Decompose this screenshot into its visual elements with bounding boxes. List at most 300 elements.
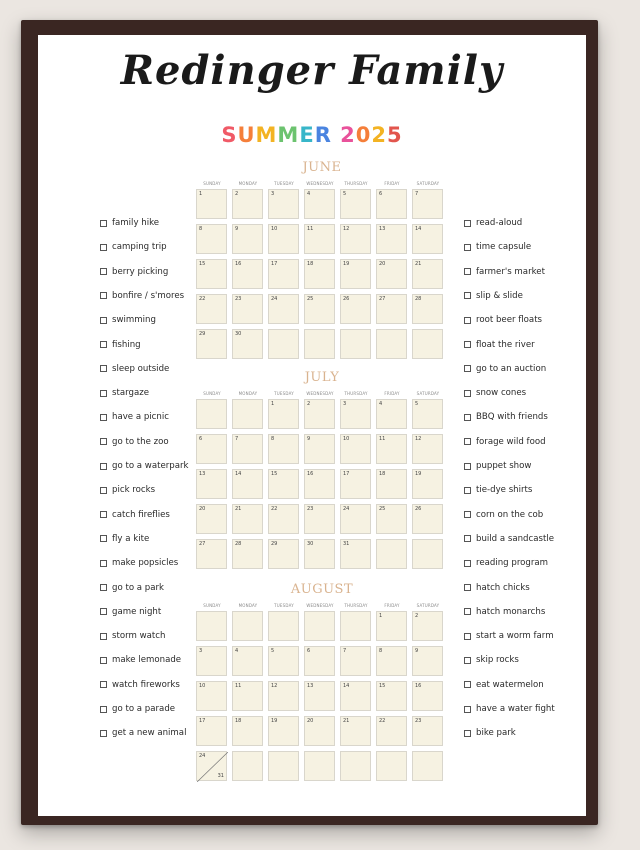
day-number: 17 <box>271 261 278 267</box>
activity-checkbox[interactable] <box>464 244 471 251</box>
weekday-label: THURSDAY <box>344 181 368 186</box>
activity-item[interactable] <box>464 267 545 277</box>
day-cell <box>268 469 299 499</box>
day-cell <box>376 751 407 781</box>
activity-label: root beer floats <box>476 315 543 326</box>
activity-item[interactable] <box>464 461 531 471</box>
day-cell <box>304 329 335 359</box>
day-cell <box>304 751 335 781</box>
day-number: 8 <box>199 226 203 232</box>
day-number: 29 <box>271 541 278 547</box>
weekday-label: WEDNESDAY <box>306 181 334 186</box>
day-number: 1 <box>379 613 383 619</box>
day-cell <box>196 399 227 429</box>
activity-checkbox[interactable] <box>100 706 107 713</box>
activity-item[interactable] <box>464 291 523 301</box>
activity-item[interactable] <box>464 607 545 617</box>
activity-checkbox[interactable] <box>464 220 471 227</box>
activity-label: stargaze <box>112 388 150 399</box>
activity-checkbox[interactable] <box>100 341 107 348</box>
day-cell <box>232 681 263 711</box>
activity-checkbox[interactable] <box>100 365 107 372</box>
activity-item[interactable] <box>464 242 531 252</box>
day-number: 31 <box>217 773 224 779</box>
activity-label: pick rocks <box>112 485 156 496</box>
activity-checkbox[interactable] <box>100 657 107 664</box>
day-cell <box>304 224 335 254</box>
activity-checkbox[interactable] <box>100 463 107 470</box>
day-number: 17 <box>343 471 350 477</box>
day-cell <box>232 189 263 219</box>
activity-label: start a worm farm <box>476 631 554 642</box>
activity-item[interactable] <box>100 364 169 374</box>
day-cell <box>232 259 263 289</box>
day-cell <box>304 434 335 464</box>
day-cell <box>196 646 227 676</box>
activity-item[interactable] <box>100 412 169 422</box>
day-number: 24 <box>199 753 206 759</box>
day-cell <box>412 716 443 746</box>
day-number: 14 <box>343 683 350 689</box>
activity-label: skip rocks <box>476 655 519 666</box>
activity-checkbox[interactable] <box>100 220 107 227</box>
activity-label: game night <box>112 606 162 617</box>
activity-checkbox[interactable] <box>464 633 471 640</box>
activity-checkbox[interactable] <box>464 268 471 275</box>
day-cell <box>268 751 299 781</box>
weekday-label: MONDAY <box>238 603 258 608</box>
day-cell <box>376 504 407 534</box>
day-cell <box>412 646 443 676</box>
day-number: 30 <box>307 541 314 547</box>
day-cell <box>340 224 371 254</box>
weekday-label: SUNDAY <box>203 391 221 396</box>
activity-item[interactable] <box>100 291 184 301</box>
activity-label: go to a parade <box>112 704 176 714</box>
day-number: 26 <box>415 506 422 512</box>
day-cell <box>412 294 443 324</box>
weekday-label: SATURDAY <box>416 181 440 186</box>
weekday-label: FRIDAY <box>384 391 400 396</box>
activity-item[interactable] <box>100 728 186 738</box>
activity-item[interactable] <box>464 655 519 665</box>
day-cell <box>268 329 299 359</box>
weekday-label: MONDAY <box>238 391 258 396</box>
weekday-label: SATURDAY <box>416 391 440 396</box>
day-number: 3 <box>271 191 275 197</box>
day-number: 6 <box>379 191 383 197</box>
day-number: 30 <box>235 331 242 337</box>
day-cell <box>268 294 299 324</box>
day-number: 12 <box>271 683 278 689</box>
day-number: 5 <box>415 401 419 407</box>
day-cell <box>196 611 227 641</box>
day-cell <box>232 399 263 429</box>
activity-label: have a water fight <box>476 704 555 714</box>
day-number: 18 <box>235 718 242 724</box>
day-cell <box>268 434 299 464</box>
day-cell <box>376 294 407 324</box>
activity-item[interactable] <box>464 728 516 738</box>
activity-label: get a new animal <box>112 728 187 739</box>
day-number: 11 <box>235 683 242 689</box>
weekday-label: THURSDAY <box>344 391 368 396</box>
activity-item[interactable] <box>100 704 175 714</box>
activity-label: eat watermelon <box>476 679 544 690</box>
day-cell <box>376 189 407 219</box>
activity-item[interactable] <box>100 437 169 447</box>
day-cell <box>412 224 443 254</box>
day-cell <box>232 751 263 781</box>
day-number: 10 <box>343 436 350 442</box>
day-cell <box>268 224 299 254</box>
day-cell <box>196 329 227 359</box>
day-cell <box>304 716 335 746</box>
day-number: 22 <box>379 718 386 724</box>
day-number: 4 <box>235 648 239 654</box>
day-number: 15 <box>379 683 386 689</box>
activity-item[interactable] <box>100 680 180 690</box>
activity-checkbox[interactable] <box>100 292 107 299</box>
day-cell <box>232 294 263 324</box>
activity-item[interactable] <box>464 388 526 398</box>
activity-checkbox[interactable] <box>100 535 107 542</box>
day-number: 11 <box>307 226 314 232</box>
activity-label: build a sandcastle <box>476 533 555 544</box>
activity-checkbox[interactable] <box>100 244 107 251</box>
day-cell <box>412 469 443 499</box>
day-number: 28 <box>415 296 422 302</box>
activity-checkbox[interactable] <box>100 560 107 567</box>
day-number: 13 <box>307 683 314 689</box>
activity-label: fly a kite <box>112 533 150 544</box>
weekday-label: SUNDAY <box>203 603 221 608</box>
activity-item[interactable] <box>100 461 189 471</box>
day-number: 19 <box>415 471 422 477</box>
activity-label: puppet show <box>476 461 532 471</box>
activity-checkbox[interactable] <box>464 463 471 470</box>
month-name: JUNE <box>302 160 342 175</box>
day-number: 19 <box>343 261 350 267</box>
activity-checkbox[interactable] <box>464 487 471 494</box>
day-cell <box>412 399 443 429</box>
activity-label: forage wild food <box>476 436 546 447</box>
activity-item[interactable] <box>464 364 546 374</box>
day-number: 7 <box>235 436 239 442</box>
activity-checkbox[interactable] <box>100 268 107 275</box>
day-number: 14 <box>235 471 242 477</box>
activity-label: berry picking <box>112 266 169 277</box>
day-cell <box>232 611 263 641</box>
day-cell <box>412 504 443 534</box>
day-cell <box>340 646 371 676</box>
day-cell <box>340 611 371 641</box>
day-cell <box>196 539 227 569</box>
day-number: 28 <box>235 541 242 547</box>
day-number: 15 <box>199 261 206 267</box>
day-number: 12 <box>343 226 350 232</box>
day-number: 7 <box>415 191 419 197</box>
activity-checkbox[interactable] <box>100 633 107 640</box>
activity-checkbox[interactable] <box>464 292 471 299</box>
day-number: 22 <box>199 296 206 302</box>
activity-item[interactable] <box>100 485 155 495</box>
activity-checkbox[interactable] <box>464 390 471 397</box>
activity-label: camping trip <box>112 242 167 253</box>
activity-checkbox[interactable] <box>464 681 471 688</box>
activity-checkbox[interactable] <box>100 681 107 688</box>
day-number: 16 <box>415 683 422 689</box>
day-number: 25 <box>307 296 314 302</box>
day-cell <box>232 716 263 746</box>
activity-item[interactable] <box>464 437 546 447</box>
day-cell <box>232 469 263 499</box>
activity-checkbox[interactable] <box>100 584 107 591</box>
activity-item[interactable] <box>464 680 544 690</box>
day-number: 27 <box>199 541 206 547</box>
day-cell <box>196 681 227 711</box>
activity-label: swimming <box>112 315 156 326</box>
activity-item[interactable] <box>464 704 555 714</box>
day-number: 9 <box>307 436 311 442</box>
activity-checkbox[interactable] <box>464 730 471 737</box>
day-cell <box>196 224 227 254</box>
activity-item[interactable] <box>100 510 170 520</box>
activity-checkbox[interactable] <box>100 317 107 324</box>
day-cell <box>232 329 263 359</box>
activity-checkbox[interactable] <box>464 584 471 591</box>
day-cell <box>412 259 443 289</box>
activity-checkbox[interactable] <box>100 414 107 421</box>
day-number: 26 <box>343 296 350 302</box>
subtitle-letter: S <box>221 123 238 147</box>
activity-label: fishing <box>112 339 141 350</box>
day-cell <box>376 716 407 746</box>
activity-checkbox[interactable] <box>464 341 471 348</box>
weekday-label: MONDAY <box>238 181 258 186</box>
weekday-label: WEDNESDAY <box>306 391 334 396</box>
day-cell <box>232 504 263 534</box>
day-cell <box>268 646 299 676</box>
day-number: 6 <box>307 648 311 654</box>
day-number: 20 <box>379 261 386 267</box>
day-cell <box>412 329 443 359</box>
day-cell <box>376 329 407 359</box>
day-cell <box>376 646 407 676</box>
activity-label: catch fireflies <box>112 509 170 520</box>
day-cell <box>304 259 335 289</box>
activity-item[interactable] <box>464 534 554 544</box>
activity-checkbox[interactable] <box>464 608 471 615</box>
day-cell <box>376 224 407 254</box>
calendar-poster <box>38 35 586 816</box>
day-number: 18 <box>379 471 386 477</box>
activity-label: farmer's market <box>476 266 545 277</box>
activity-label: go to a park <box>112 582 165 593</box>
day-number: 4 <box>307 191 311 197</box>
day-cell <box>196 716 227 746</box>
weekday-label: FRIDAY <box>384 603 400 608</box>
day-cell <box>304 539 335 569</box>
activity-item[interactable] <box>464 315 542 325</box>
day-cell <box>196 504 227 534</box>
day-cell <box>340 329 371 359</box>
activity-item[interactable] <box>100 583 164 593</box>
activity-label: hatch monarchs <box>476 606 546 617</box>
day-number: 19 <box>271 718 278 724</box>
day-cell <box>340 189 371 219</box>
day-number: 5 <box>271 648 275 654</box>
day-cell <box>304 611 335 641</box>
month-name: JULY <box>304 370 340 385</box>
day-number: 27 <box>379 296 386 302</box>
day-number: 3 <box>199 648 203 654</box>
activity-item[interactable] <box>464 340 535 350</box>
day-number: 31 <box>343 541 350 547</box>
day-cell <box>268 539 299 569</box>
activity-checkbox[interactable] <box>464 657 471 664</box>
day-number: 21 <box>235 506 242 512</box>
subtitle-letter: 2 <box>371 123 388 147</box>
day-number: 3 <box>343 401 347 407</box>
activity-label: go to a waterpark <box>112 461 189 471</box>
day-cell <box>304 399 335 429</box>
activity-item[interactable] <box>100 534 149 544</box>
day-cell <box>232 224 263 254</box>
day-number: 17 <box>199 718 206 724</box>
activity-item[interactable] <box>464 631 554 641</box>
day-number: 23 <box>235 296 242 302</box>
activity-item[interactable] <box>100 340 141 350</box>
activity-item[interactable] <box>100 267 168 277</box>
activity-item[interactable] <box>100 315 156 325</box>
weekday-label: FRIDAY <box>384 181 400 186</box>
activity-checkbox[interactable] <box>464 535 471 542</box>
subtitle-letter: 5 <box>387 123 403 147</box>
activity-checkbox[interactable] <box>464 706 471 713</box>
day-cell <box>232 434 263 464</box>
activity-label: read-aloud <box>476 218 523 228</box>
day-cell <box>340 681 371 711</box>
day-cell <box>196 469 227 499</box>
day-cell <box>232 646 263 676</box>
activity-label: family hike <box>112 218 160 228</box>
activity-label: slip & slide <box>476 290 523 301</box>
activity-label: make lemonade <box>112 655 182 666</box>
day-cell <box>376 611 407 641</box>
day-cell <box>376 539 407 569</box>
day-cell <box>268 189 299 219</box>
activity-item[interactable] <box>464 510 543 520</box>
day-cell <box>268 259 299 289</box>
activity-checkbox[interactable] <box>464 317 471 324</box>
activity-checkbox[interactable] <box>100 438 107 445</box>
activity-item[interactable] <box>100 242 167 252</box>
subtitle-letter: E <box>299 123 315 147</box>
weekday-label: TUESDAY <box>274 391 294 396</box>
subtitle-letter: M <box>277 123 300 147</box>
day-cell <box>412 434 443 464</box>
activity-item[interactable] <box>464 218 522 228</box>
activity-label: storm watch <box>112 631 166 642</box>
day-cell <box>196 751 227 781</box>
day-number: 18 <box>307 261 314 267</box>
day-number: 7 <box>343 648 347 654</box>
day-cell <box>340 469 371 499</box>
subtitle-letter: U <box>237 123 256 147</box>
subtitle-letter: 0 <box>355 123 372 147</box>
day-number: 8 <box>379 648 383 654</box>
activity-checkbox[interactable] <box>464 438 471 445</box>
activity-label: have a picnic <box>112 412 169 423</box>
day-number: 2 <box>415 613 419 619</box>
day-cell <box>304 469 335 499</box>
activity-item[interactable] <box>100 388 149 398</box>
day-cell <box>412 539 443 569</box>
day-number: 16 <box>235 261 242 267</box>
activity-checkbox[interactable] <box>464 365 471 372</box>
activity-label: float the river <box>476 339 535 350</box>
activity-item[interactable] <box>100 631 165 641</box>
day-number: 22 <box>271 506 278 512</box>
day-number: 23 <box>415 718 422 724</box>
day-cell <box>304 504 335 534</box>
activity-checkbox[interactable] <box>100 511 107 518</box>
activity-item[interactable] <box>464 583 530 593</box>
activity-item[interactable] <box>464 485 532 495</box>
day-number: 21 <box>415 261 422 267</box>
day-number: 10 <box>199 683 206 689</box>
activity-item[interactable] <box>100 655 181 665</box>
weekday-label: SUNDAY <box>203 181 221 186</box>
activity-item[interactable] <box>464 412 548 422</box>
activity-item[interactable] <box>100 558 178 568</box>
day-cell <box>304 681 335 711</box>
activity-label: bonfire / s'mores <box>112 290 185 301</box>
activity-checkbox[interactable] <box>464 560 471 567</box>
day-number: 16 <box>307 471 314 477</box>
day-cell <box>268 681 299 711</box>
activity-checkbox[interactable] <box>100 608 107 615</box>
activity-checkbox[interactable] <box>464 511 471 518</box>
day-cell <box>232 539 263 569</box>
activity-item[interactable] <box>100 218 159 228</box>
day-cell <box>340 294 371 324</box>
activity-checkbox[interactable] <box>100 730 107 737</box>
activity-checkbox[interactable] <box>464 414 471 421</box>
day-cell <box>376 399 407 429</box>
activity-checkbox[interactable] <box>100 487 107 494</box>
day-number: 4 <box>379 401 383 407</box>
activity-item[interactable] <box>464 558 548 568</box>
day-number: 12 <box>415 436 422 442</box>
subtitle-letter: R <box>314 123 332 147</box>
subtitle-letter: M <box>255 123 278 147</box>
day-number: 25 <box>379 506 386 512</box>
activity-item[interactable] <box>100 607 161 617</box>
day-cell <box>340 259 371 289</box>
day-number: 1 <box>199 191 203 197</box>
day-cell <box>340 399 371 429</box>
activity-label: make popsicles <box>112 558 179 569</box>
day-cell <box>268 611 299 641</box>
subtitle-letter <box>332 123 340 147</box>
weekday-label: TUESDAY <box>274 181 294 186</box>
day-cell <box>376 434 407 464</box>
day-cell <box>412 681 443 711</box>
activity-label: go to an auction <box>476 363 547 374</box>
activity-checkbox[interactable] <box>100 390 107 397</box>
